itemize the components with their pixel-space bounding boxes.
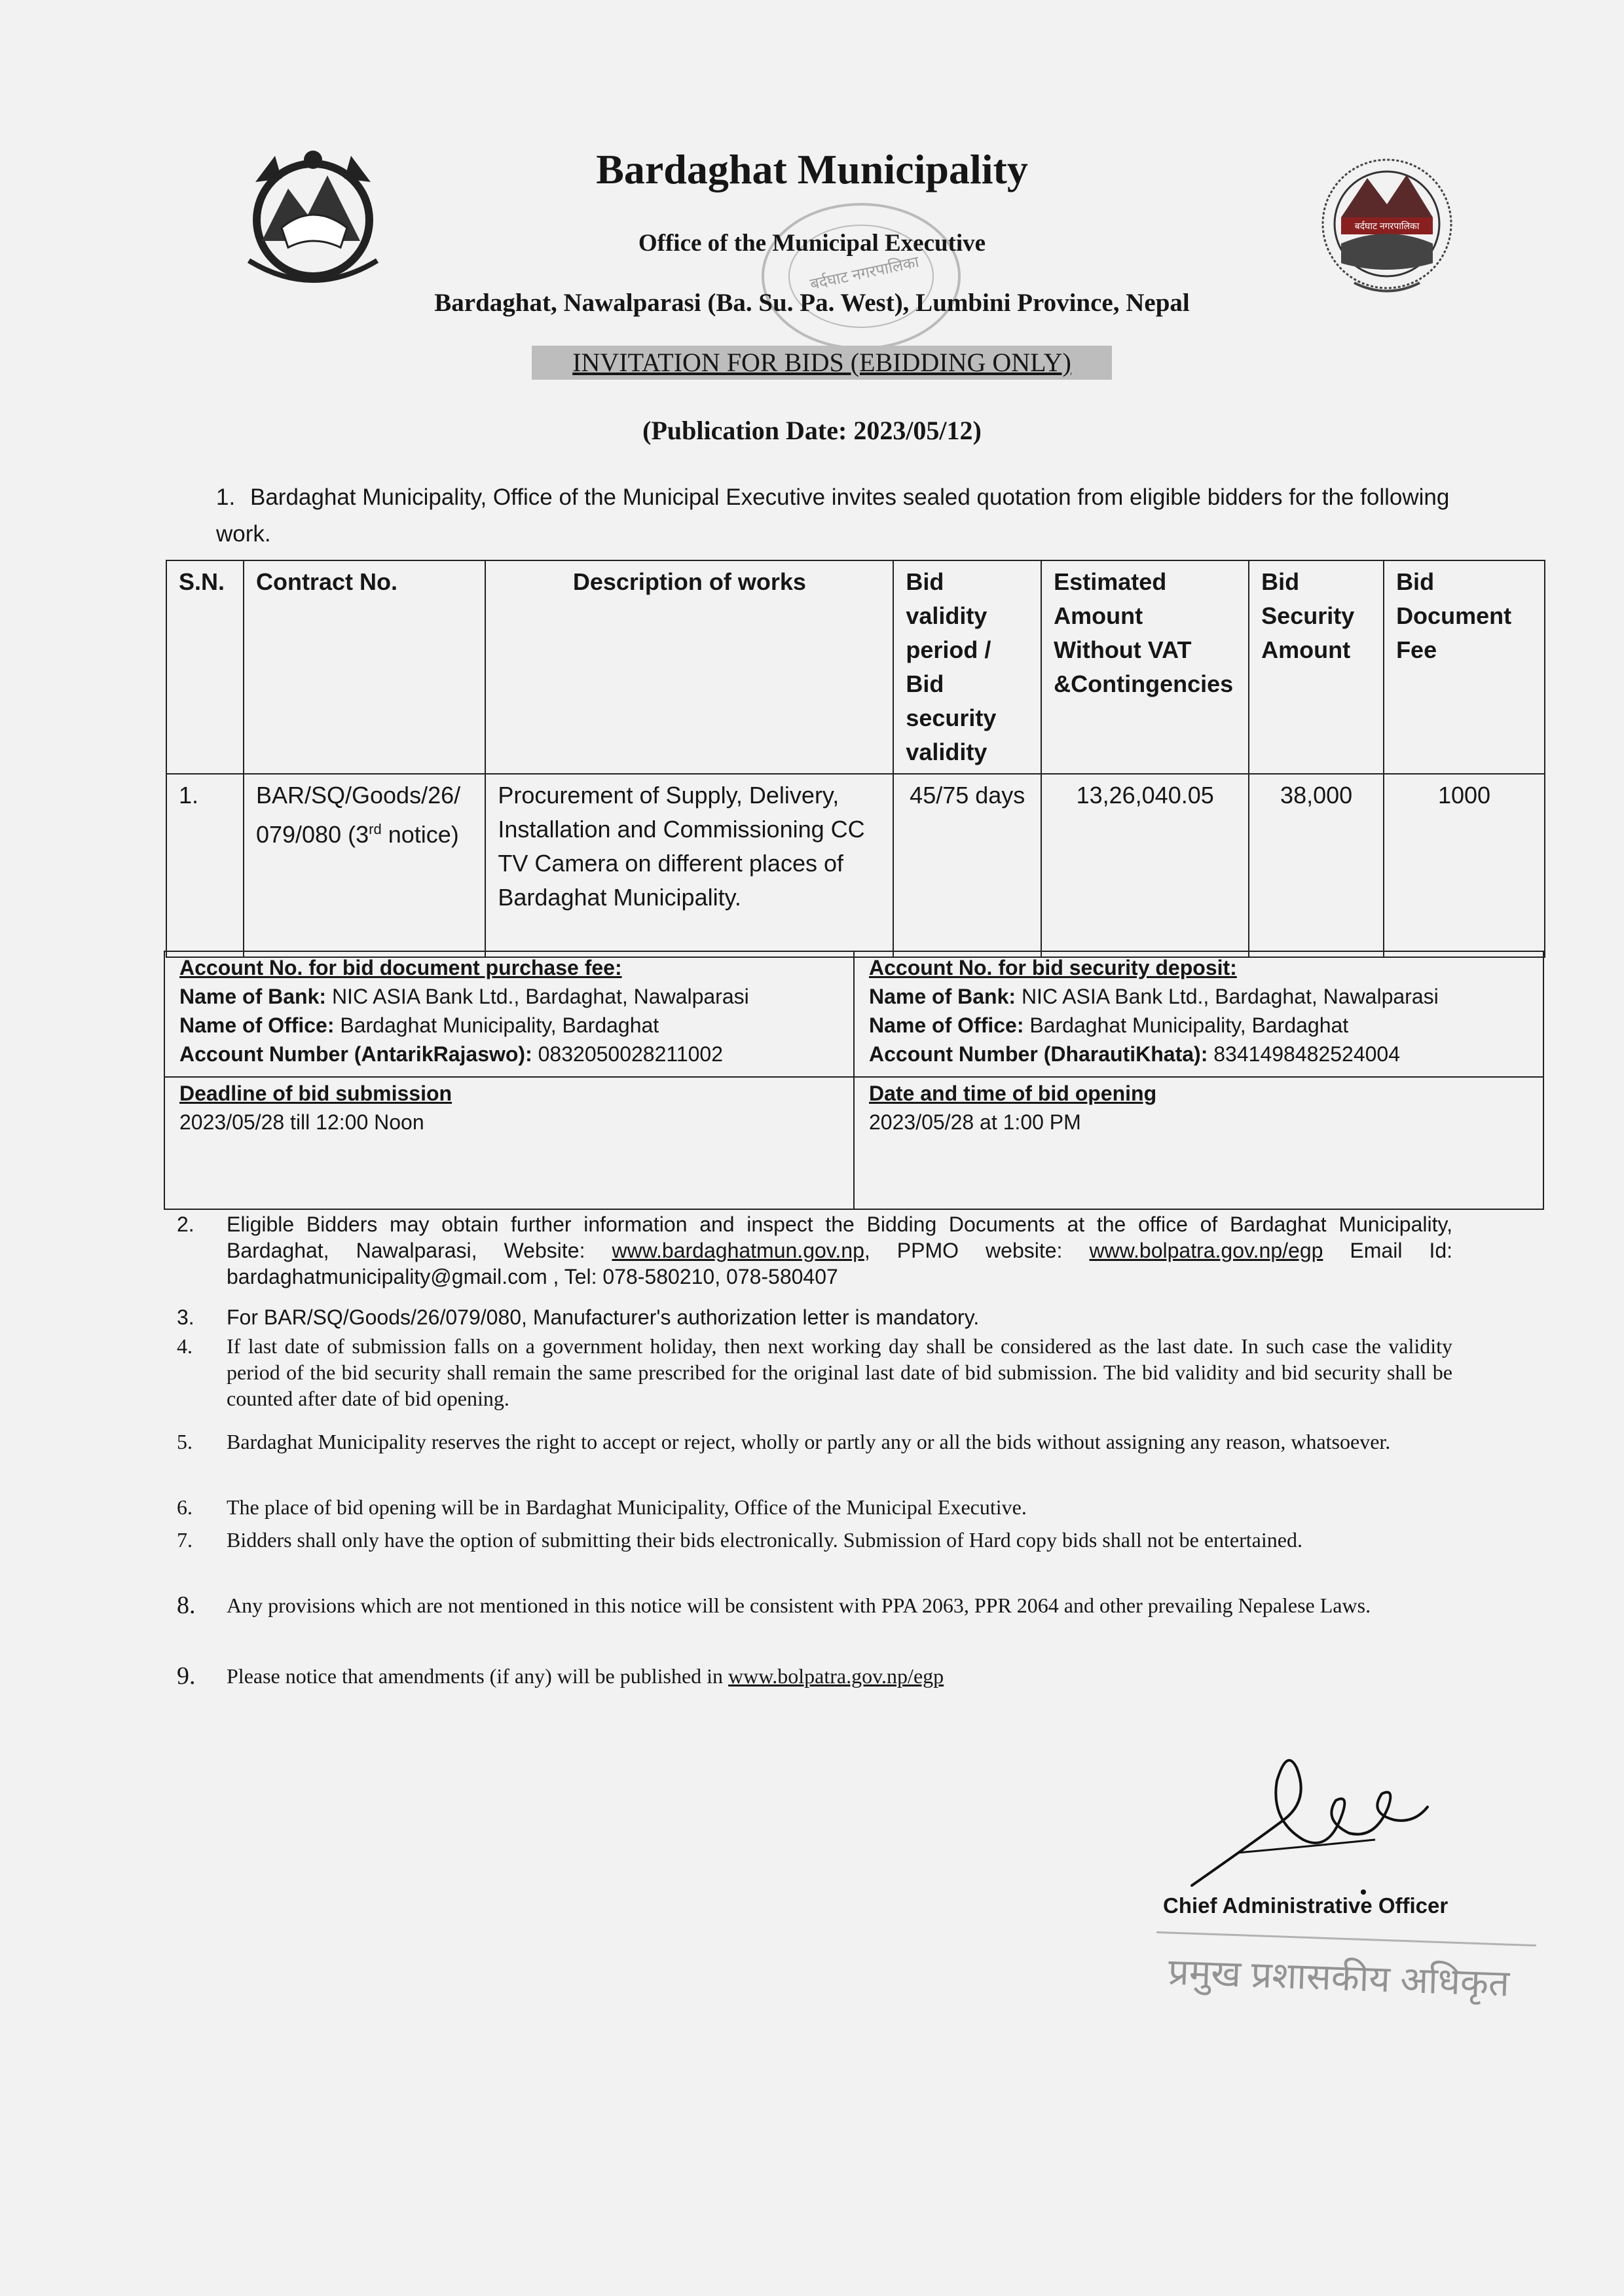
fee-account-label: Account Number (AntarikRajaswo): bbox=[179, 1042, 532, 1066]
ppmo-link[interactable]: www.bolpatra.gov.np/egp bbox=[1089, 1239, 1323, 1262]
note-7 bbox=[177, 1527, 1452, 1553]
security-account-label: Account Number (DharautiKhata): bbox=[869, 1042, 1208, 1066]
note-number: 6. bbox=[177, 1495, 193, 1519]
fee-account-heading: Account No. for bid document purchase fee: bbox=[179, 956, 622, 979]
signatory-title: Chief Administrative Officer bbox=[1163, 1893, 1449, 1918]
deadline-cell bbox=[164, 1077, 854, 1209]
note-2-text-a: Eligible Bidders may obtain further information and inspect the Bidding Documents at the office of Bardaghat Municipality, Bardaghat, Nawalparasi, Website: bbox=[227, 1212, 1452, 1262]
note-3 bbox=[177, 1304, 1452, 1330]
contract-no-suffix: notice) bbox=[381, 821, 459, 848]
fee-account-cell bbox=[164, 951, 854, 1077]
amendments-link[interactable]: www.bolpatra.gov.np/egp bbox=[728, 1664, 944, 1688]
note-number: 2. bbox=[177, 1212, 194, 1236]
note-number: 3. bbox=[177, 1305, 194, 1329]
header-bid-security: Bid Security Amount bbox=[1249, 560, 1384, 774]
cell-validity: 45/75 days bbox=[893, 774, 1041, 957]
fee-bank-value: NIC ASIA Bank Ltd., Bardaghat, Nawalparasi bbox=[326, 985, 749, 1008]
header-sn: S.N. bbox=[166, 560, 244, 774]
note-text: Bardaghat Municipality reserves the right to accept or reject, wholly or partly any or all the bids without assigning any reason, whatsoever. bbox=[227, 1430, 1391, 1453]
note-5 bbox=[177, 1429, 1452, 1455]
publication-date: (Publication Date: 2023/05/12) bbox=[642, 416, 982, 445]
fee-bank-label: Name of Bank: bbox=[179, 985, 327, 1008]
note-number: 7. bbox=[177, 1528, 193, 1552]
note-text: For BAR/SQ/Goods/26/079/080, Manufacturer's authorization letter is mandatory. bbox=[227, 1305, 980, 1329]
fee-bank-line bbox=[179, 982, 839, 1011]
handwritten-signature bbox=[1179, 1741, 1441, 1905]
note-text: Bidders shall only have the option of submitting their bids electronically. Submission of Hard copy bids shall not be entertained. bbox=[227, 1528, 1302, 1552]
designation-stamp-text: प्रमुख प्रशासकीय अधिकृत bbox=[1167, 1950, 1511, 2004]
note-number: 4. bbox=[177, 1334, 193, 1358]
note-6 bbox=[177, 1494, 1452, 1520]
security-account-line bbox=[869, 1040, 1528, 1068]
table-header-row bbox=[166, 560, 1545, 774]
office-seal-text: बर्दघाट नगरपालिका bbox=[808, 253, 921, 294]
office-address: Bardaghat, Nawalparasi (Ba. Su. Pa. West), Lumbini Province, Nepal bbox=[434, 289, 1190, 317]
table-row bbox=[166, 774, 1545, 957]
intro-paragraph bbox=[216, 479, 1460, 553]
header-description: Description of works bbox=[485, 560, 893, 774]
fee-office-line bbox=[179, 1011, 839, 1040]
header-document-fee: Bid Document Fee bbox=[1384, 560, 1545, 774]
fee-office-label: Name of Office: bbox=[179, 1013, 335, 1037]
security-bank-line bbox=[869, 982, 1528, 1011]
note-2 bbox=[177, 1211, 1452, 1290]
note-8 bbox=[177, 1592, 1452, 1618]
account-table bbox=[164, 951, 1544, 1210]
opening-value: 2023/05/28 at 1:00 PM bbox=[869, 1110, 1081, 1134]
security-account-heading: Account No. for bid security deposit: bbox=[869, 956, 1237, 979]
contract-no-superscript: rd bbox=[369, 821, 382, 837]
security-office-value: Bardaghat Municipality, Bardaghat bbox=[1024, 1013, 1349, 1037]
website-link[interactable]: www.bardaghatmun.gov.np bbox=[612, 1239, 864, 1262]
page-title: Bardaghat Municipality bbox=[596, 146, 1028, 192]
intro-text: Bardaghat Municipality, Office of the Municipal Executive invites sealed quotation from eligible bidders for the following work. bbox=[216, 484, 1450, 547]
fee-office-value: Bardaghat Municipality, Bardaghat bbox=[334, 1013, 659, 1037]
note-text: If last date of submission falls on a government holiday, then next working day shall be considered as the last date. In such case the validity period of the bid security shall remain the same prescribed for the original last date of bid submission. The bid validity and bid security shall be counted after date of bid opening. bbox=[227, 1334, 1452, 1410]
security-bank-label: Name of Bank: bbox=[869, 985, 1016, 1008]
right-logo-band-text: बर्दघाट नगरपालिका bbox=[1354, 221, 1420, 231]
security-account-value: 8341498482524004 bbox=[1208, 1042, 1400, 1066]
bid-table bbox=[166, 560, 1545, 958]
fee-account-value: 0832050028211002 bbox=[532, 1042, 723, 1066]
deadline-heading: Deadline of bid submission bbox=[179, 1082, 452, 1105]
note-9-text: Please notice that amendments (if any) will be published in bbox=[227, 1664, 729, 1688]
dates-row bbox=[164, 1077, 1543, 1209]
note-text bbox=[227, 1211, 1452, 1290]
cell-document-fee: 1000 bbox=[1384, 774, 1545, 957]
opening-cell bbox=[854, 1077, 1543, 1209]
note-number: 5. bbox=[177, 1430, 193, 1453]
contract-no-text: BAR/SQ/Goods/26/079/080 (3 bbox=[255, 782, 461, 848]
note-number: 8. bbox=[177, 1592, 196, 1619]
note-text: Any provisions which are not mentioned in this notice will be consistent with PPA 2063, PPR 2064 and other prevailing Nepalese Laws. bbox=[227, 1594, 1371, 1617]
cell-estimated-amount: 13,26,040.05 bbox=[1041, 774, 1249, 957]
security-account-cell bbox=[854, 951, 1543, 1077]
note-text: The place of bid opening will be in Bardaghat Municipality, Office of the Municipal Executive. bbox=[227, 1495, 1027, 1519]
note-number: 9. bbox=[177, 1662, 196, 1690]
intro-number: 1. bbox=[216, 484, 236, 510]
security-office-label: Name of Office: bbox=[869, 1013, 1024, 1037]
header-estimated-amount: Estimated Amount Without VAT &Contingencies bbox=[1041, 560, 1249, 774]
note-2-text-b: , PPMO website: bbox=[864, 1239, 1090, 1262]
cell-contract-no bbox=[244, 774, 485, 957]
opening-heading: Date and time of bid opening bbox=[869, 1082, 1157, 1105]
note-9 bbox=[177, 1663, 1452, 1689]
invitation-heading: INVITATION FOR BIDS (EBIDDING ONLY) bbox=[532, 346, 1112, 380]
office-name: Office of the Municipal Executive bbox=[638, 230, 986, 257]
cell-sn: 1. bbox=[166, 774, 244, 957]
security-bank-value: NIC ASIA Bank Ltd., Bardaghat, Nawalparasi bbox=[1016, 985, 1439, 1008]
cell-description: Procurement of Supply, Delivery, Installation and Commissioning CC TV Camera on different places of Bardaghat Municipality. bbox=[485, 774, 893, 957]
fee-account-line bbox=[179, 1040, 839, 1068]
designation-stamp bbox=[1154, 1931, 1536, 2018]
cell-security-amount: 38,000 bbox=[1249, 774, 1384, 957]
header-bid-validity: Bid validity period / Bid security validity bbox=[893, 560, 1041, 774]
deadline-value: 2023/05/28 till 12:00 Noon bbox=[179, 1110, 424, 1134]
note-text bbox=[227, 1663, 1452, 1689]
security-office-line bbox=[869, 1011, 1528, 1040]
header-contract-no: Contract No. bbox=[244, 560, 485, 774]
account-row bbox=[164, 951, 1543, 1077]
note-4 bbox=[177, 1333, 1452, 1412]
note-2-text-c: Email Id: bardaghatmunicipality@gmail.com , Tel: 078-580210, 078-580407 bbox=[227, 1239, 1453, 1288]
